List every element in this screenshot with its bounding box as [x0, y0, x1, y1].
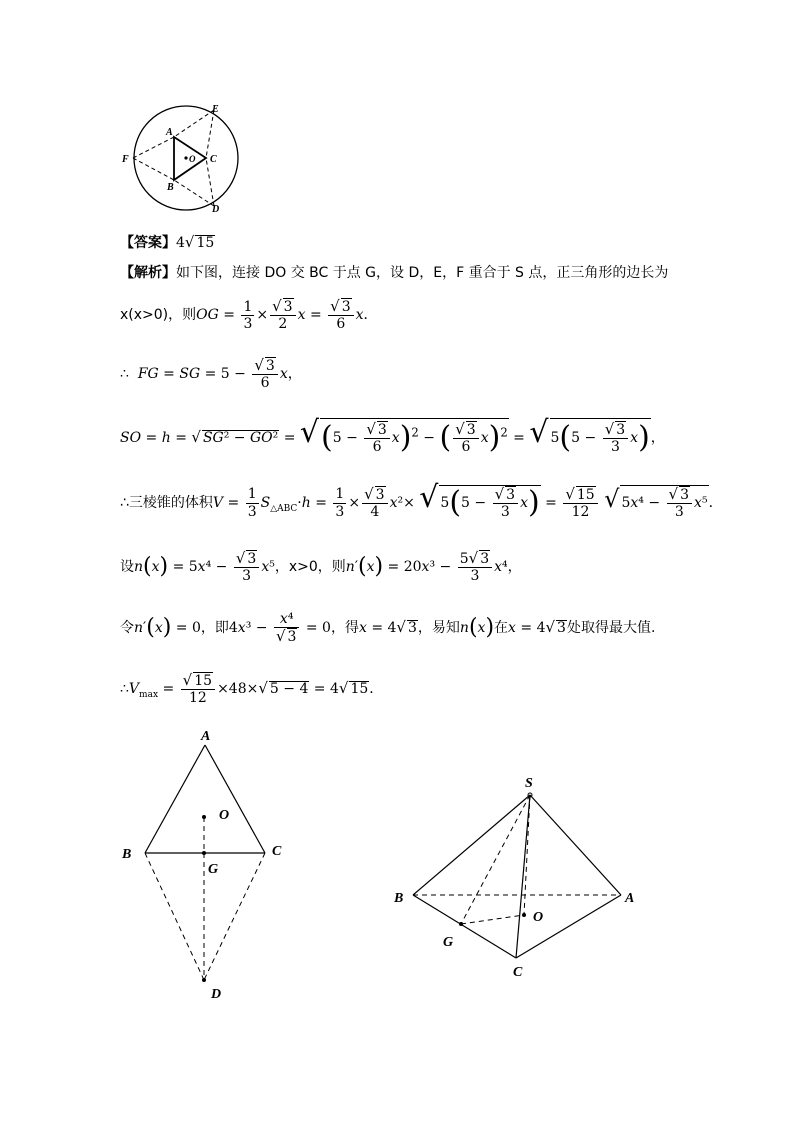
analysis-text-1: 如下图，连接 DO 交 BC 于点 G，设 D，E，F 重合于 S 点，正三角形的边长为 [176, 265, 669, 281]
answer-tag: 【答案】 [120, 235, 176, 251]
label-O: O [189, 154, 196, 164]
derivative-line: 令n′(x) = 0，即4x³ − $\frac{\text{x⁴}}{√ 3}$ = 0，得x = 4√ 3，易知n(x)在x = 4√ 3处取得最大值. [120, 611, 656, 646]
answer-radicand: 15 [196, 235, 215, 251]
label-C: C [210, 154, 217, 165]
right-label-S: S [525, 776, 533, 791]
og-line: x(x>0)，则OG = $\frac{1}{3}$ × $\frac{√ 3}{2}$ x = $\frac{√ 3}{6}$ x． [120, 297, 378, 333]
og-pre: x(x>0)，则 [120, 307, 197, 324]
pyramid-figure [385, 765, 645, 985]
left-label-G: G [208, 862, 219, 877]
answer-line: 【答案】4√ 15 [120, 233, 215, 251]
fg-line: ∴ FG = SG = 5 − $\frac{√ 3}{6}$ x， [120, 356, 302, 392]
label-A: A [166, 127, 173, 138]
right-label-B: B [394, 891, 404, 906]
volume-line: ∴三棱锥的体积V = $\frac{1}{3}$ $S_{\triangle ABC}\cdot h$ = $\frac{1}{3}$ × $\frac{√ 3}{4}$ x²× √ 5(5 − $\frac{√ 3}{3}$ x) = $\frac{√ 15}{12}$ √ 5x⁴ − $\frac{√ 3}{3}$ x⁵． [120, 480, 723, 521]
right-label-G: G [443, 935, 454, 950]
center-point [184, 156, 187, 159]
right-label-A: A [625, 891, 635, 906]
left-label-C: C [272, 844, 282, 859]
label-B: B [167, 182, 174, 193]
label-E: E [212, 104, 219, 115]
nx-line: 设n(x) = 5x⁴ − $\frac{√ 3}{3}$ x⁵，x>0，则n′(x) = 20x³ − $\frac{5√ 3}{3}$ x⁴， [120, 549, 522, 585]
left-label-A: A [201, 729, 211, 744]
right-label-C: C [513, 965, 523, 980]
vmax-line: $\therefore V_{max}$ = $\frac{√ 15}{12}$ ×48×√ 5 − 4 = 4√ 15． [120, 671, 384, 707]
label-F: F [122, 154, 129, 165]
analysis-line-1 [120, 266, 668, 280]
left-label-D: D [211, 987, 222, 1002]
label-D: D [212, 204, 220, 215]
left-label-B: B [122, 847, 132, 862]
right-label-O: O [533, 910, 544, 925]
left-label-O: O [219, 808, 230, 823]
answer-coef: 4 [176, 235, 185, 251]
rhombus-figure [115, 720, 305, 1005]
circle-figure [118, 100, 258, 220]
analysis-tag: 【解析】 [120, 265, 176, 281]
so-line: SO = h = √ SG² − GO² = √(5 − $\frac{√ 3}{6}$ x)$^2$ − ( $\frac{√ 3}{6}$ x)$^2$ = √ 5(5 − $\frac{√ 3}{3}$ x)， [120, 415, 665, 456]
